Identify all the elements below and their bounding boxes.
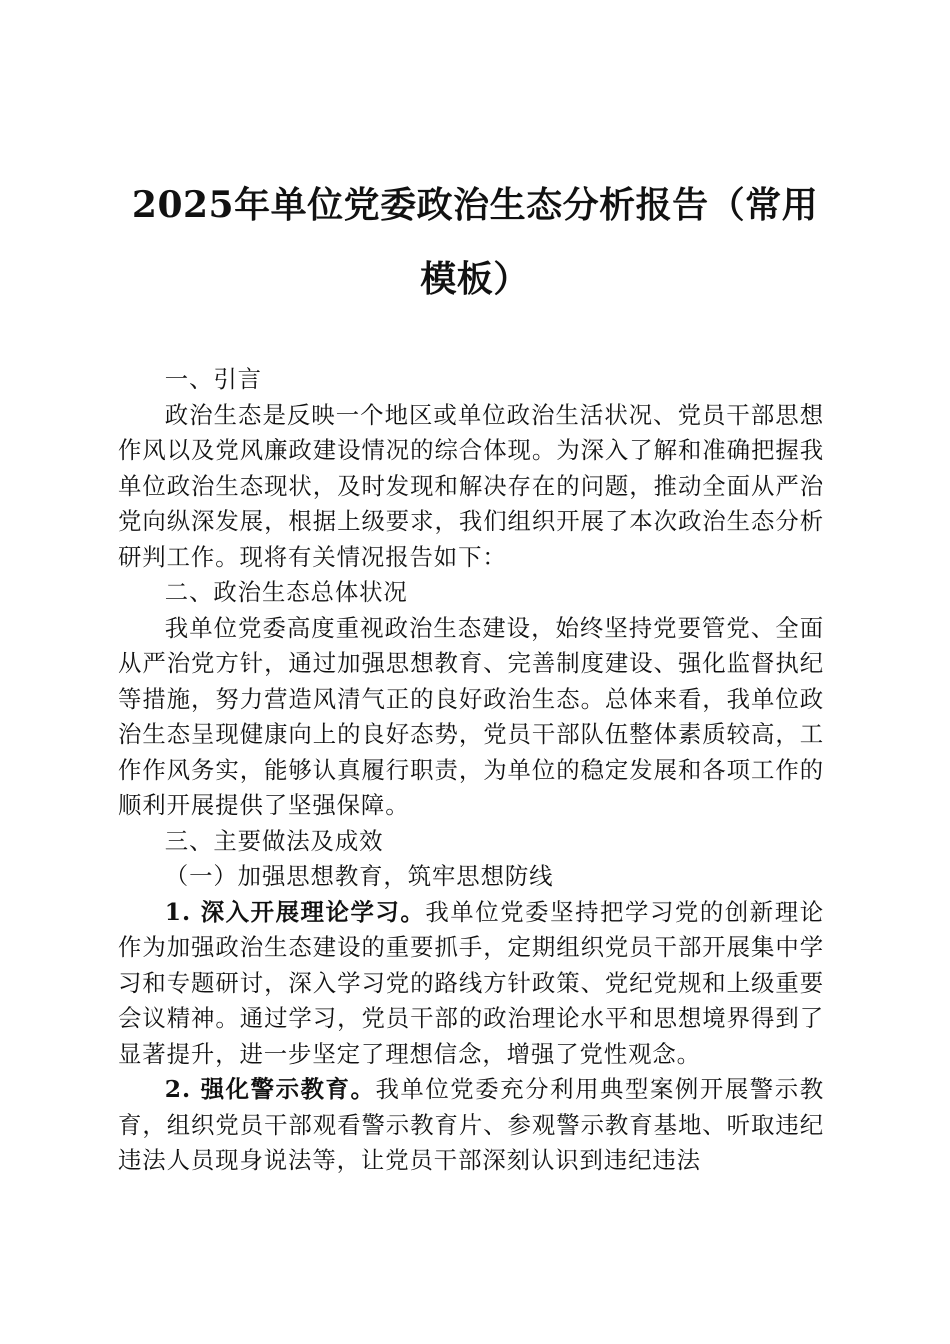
item-theory-study-lead: 1. 深入开展理论学习。 xyxy=(164,897,426,926)
item-warning-education-lead: 2. 强化警示教育。 xyxy=(164,1075,376,1103)
intro-paragraph: 政治生态是反映一个地区或单位政治生活状况、党员干部思想作风以及党风廉政建设情况的综合体现。为深入了解和准确把握我单位政治生态现状，及时发现和解决存在的问题，推动全面从严治党向纵深发展，根据上级要求，我们组织开展了本次政治生态分析研判工作。现将有关情况报告如下： xyxy=(118,400,824,571)
item-warning-education-text: 我单位党委充分利用典型案例开展警示教育，组织党员干部观看警示教育片、参观警示教育基地、听取违纪违法人员现身说法等，让党员干部深刻认识到违纪违法 xyxy=(118,1075,825,1174)
document-body xyxy=(118,362,824,1179)
overall-paragraph: 我单位党委高度重视政治生态建设，始终坚持党要管党、全面从严治党方针，通过加强思想教育、完善制度建设、强化监督执纪等措施，努力营造风清气正的良好政治生态。总体来看，我单位政治生态呈现健康向上的良好态势，党员干部队伍整体素质较高，工作作风务实，能够认真履行职责，为单位的稳定发展和各项工作的顺利开展提供了坚强保障。 xyxy=(118,613,824,819)
item-theory-study-text: 我单位党委坚持把学习党的创新理论作为加强政治生态建设的重要抓手，定期组织党员干部开展集中学习和专题研讨，深入学习党的路线方针政策、党纪党规和上级重要会议精神。通过学习，党员干部的政治理论水平和思想境界得到了显著提升，进一步坚定了理想信念，增强了党性观念。 xyxy=(118,897,824,1068)
document-title: 2025年单位党委政治生态分析报告（常用模板） xyxy=(131,184,819,300)
section-heading-intro: 一、引言 xyxy=(164,365,262,393)
subsection-heading-education: （一）加强思想教育，筑牢思想防线 xyxy=(164,862,554,890)
item-warning-education xyxy=(118,1072,824,1179)
item-theory-study xyxy=(118,895,824,1073)
section-heading-practices: 三、主要做法及成效 xyxy=(164,826,384,855)
section-heading-overall: 二、政治生态总体状况 xyxy=(164,578,408,606)
